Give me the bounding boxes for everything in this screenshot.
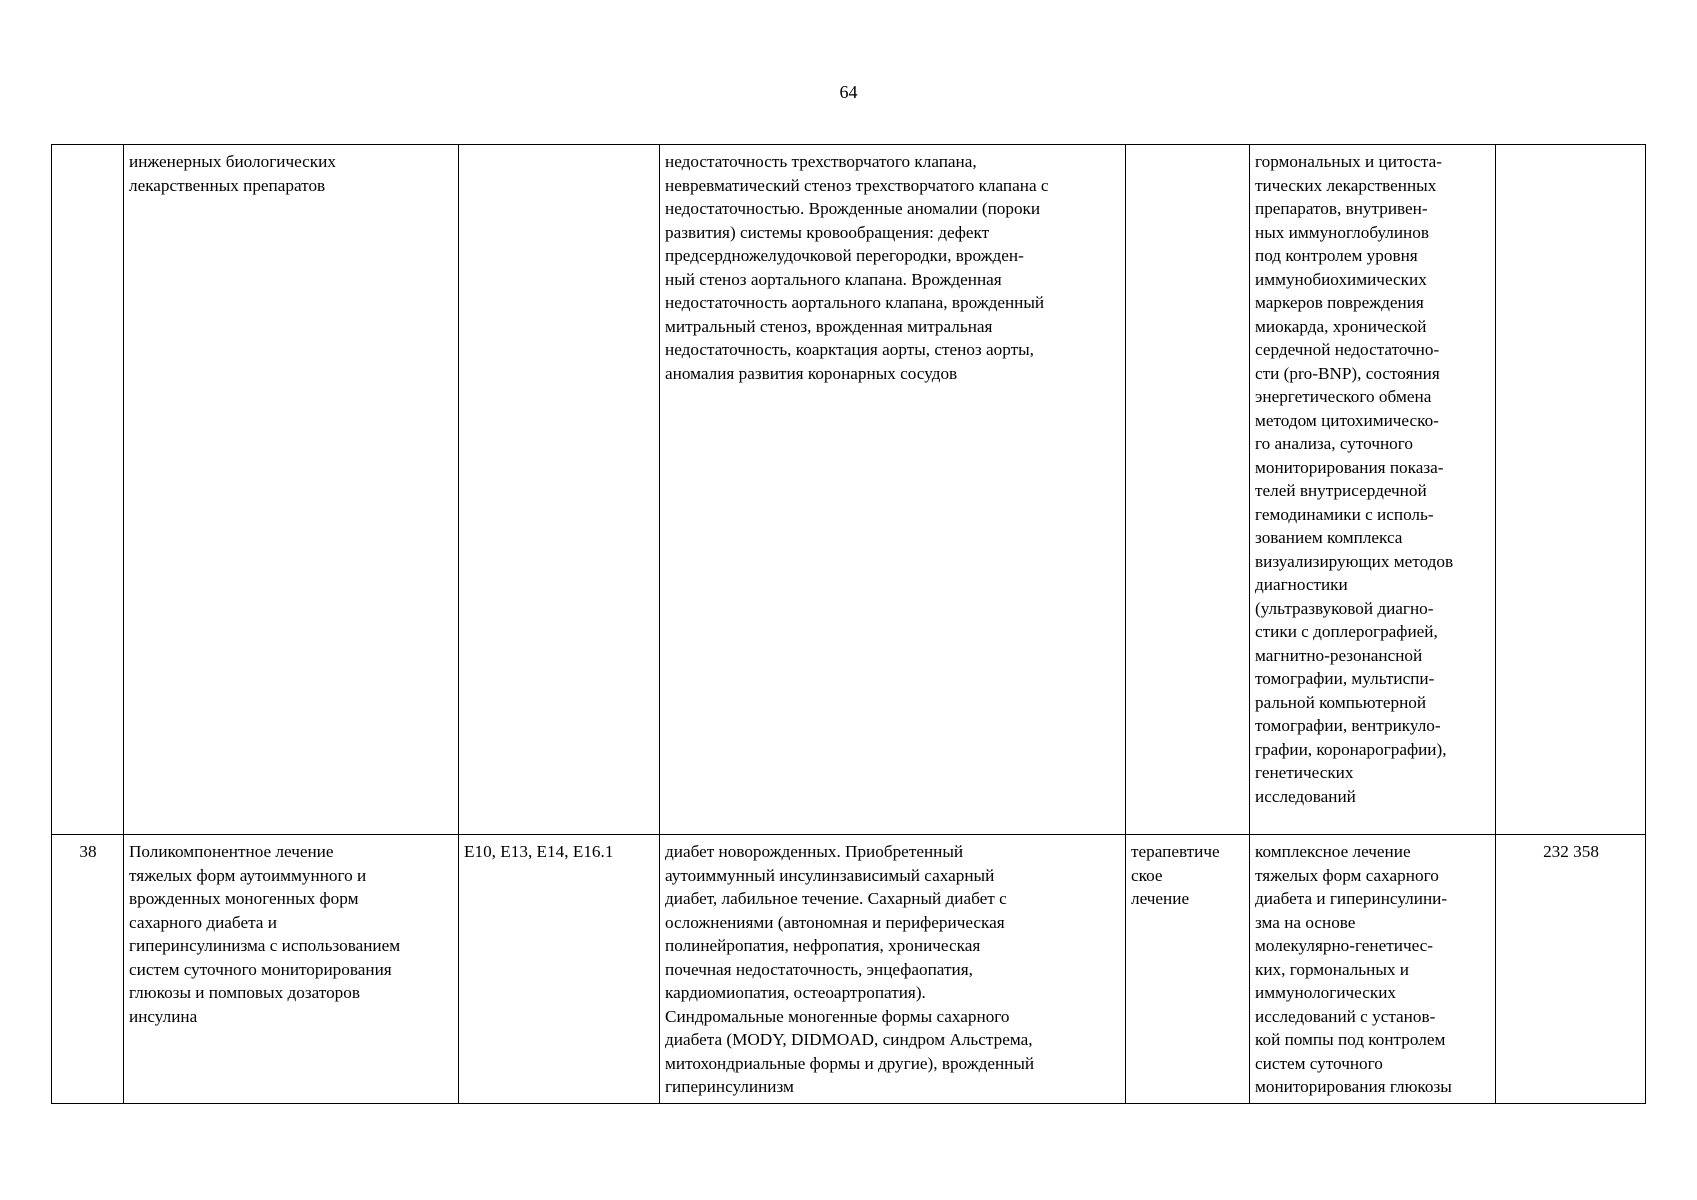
icd-codes-cell — [459, 145, 660, 835]
row-number-cell — [52, 145, 124, 835]
treatment-type-cell — [1126, 145, 1250, 835]
patient-model-cell: недостаточность трехстворчатого клапана, невревматический стеноз трехстворчатого клапана с недостаточностью. Врожденные аномалии (пороки развития) системы кровообращения: дефект предсердножелудочковой перегородки, врожден- ный стеноз аортального клапана. Врожденная недостаточность аортального клапана, врожденный митральный стеноз, врожденная митральная недостаточность, коарктация аорты, стеноз аорты, аномалия развития коронарных сосудов — [660, 145, 1126, 835]
cost-cell: 232 358 — [1496, 835, 1646, 1104]
treatment-method-cell: комплексное лечение тяжелых форм сахарного диабета и гиперинсулини- зма на основе молекулярно-генетичес- ких, гормональных и иммунологических исследований с установ- кой помпы под контролем систем суточного мониторирования глюкозы — [1250, 835, 1496, 1104]
table-row — [52, 145, 1646, 835]
medical-care-table — [51, 144, 1646, 1104]
care-name-cell: инженерных биологических лекарственных препаратов — [124, 145, 459, 835]
row-number-cell: 38 — [52, 835, 124, 1104]
treatment-type-cell: терапевтиче ское лечение — [1126, 835, 1250, 1104]
page-number: 64 — [839, 82, 858, 102]
treatment-method-cell: гормональных и цитоста- тических лекарственных препаратов, внутривен- ных иммуноглобулинов под контролем уровня иммунобиохимических маркеров повреждения миокарда, хронической сердечной недостаточно- сти (pro-BNP), состояния энергетического обмена методом цитохимическо- го анализа, суточного мониторирования показа- телей внутрисердечной гемодинамики с исполь- зованием комплекса визуализирующих методов диагностики (ультразвуковой диагно- стики с доплерографией, магнитно-резонансной томографии, мультиспи- ральной компьютерной томографии, вентрикуло- графии, коронарографии), генетических исследований — [1250, 145, 1496, 835]
icd-codes-cell: E10, E13, E14, E16.1 — [459, 835, 660, 1104]
cost-cell — [1496, 145, 1646, 835]
care-name-cell: Поликомпонентное лечение тяжелых форм аутоиммунного и врожденных моногенных форм сахарного диабета и гиперинсулинизма с использованием систем суточного мониторирования глюкозы и помповых дозаторов инсулина — [124, 835, 459, 1104]
patient-model-cell: диабет новорожденных. Приобретенный аутоиммунный инсулинзависимый сахарный диабет, лабильное течение. Сахарный диабет с осложнениями (автономная и периферическая полинейропатия, нефропатия, хроническая почечная недостаточность, энцефаопатия, кардиомиопатия, остеоартропатия). Синдромальные моногенные формы сахарного диабета (MODY, DIDMOAD, синдром Альстрема, митохондриальные формы и другие), врожденный гиперинсулинизм — [660, 835, 1126, 1104]
table-row — [52, 835, 1646, 1104]
